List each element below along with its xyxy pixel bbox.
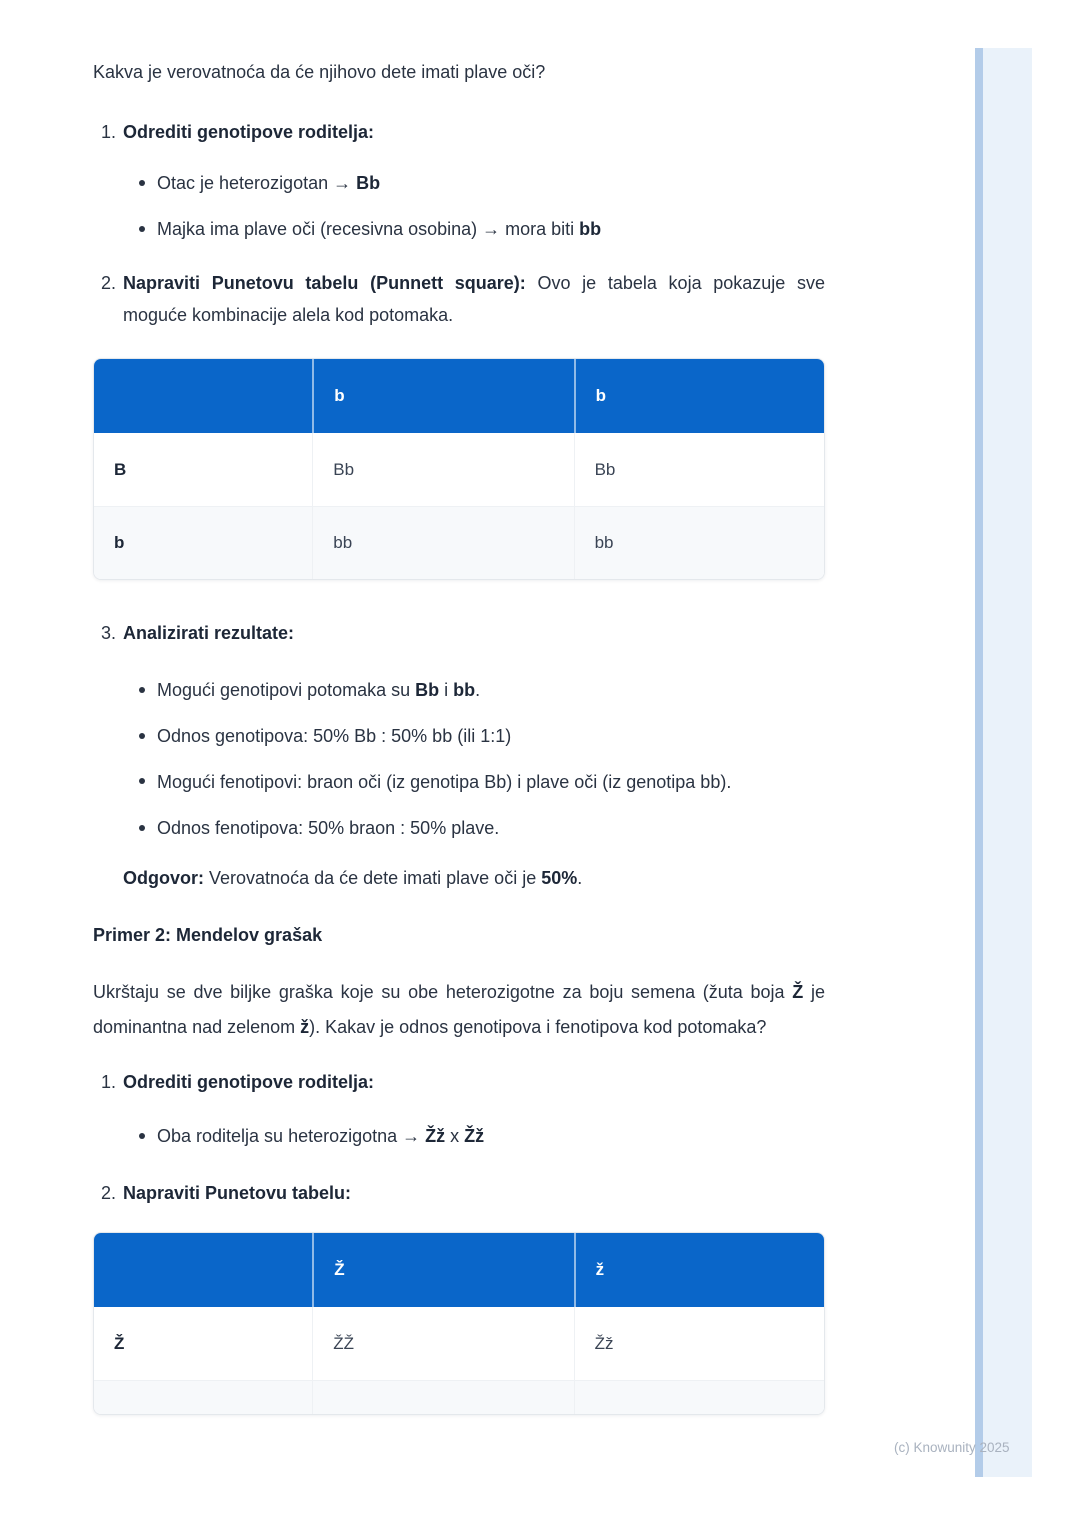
- step-title: Odrediti genotipove roditelja:: [123, 1072, 375, 1092]
- genotype-bold: Bb: [415, 680, 440, 700]
- bullet-icon: [139, 778, 145, 784]
- table-header-row: [94, 359, 824, 433]
- table-header-row: [94, 1233, 824, 1307]
- step2-heading: [93, 267, 825, 331]
- step-number: 2.: [101, 1183, 117, 1203]
- answer-value-bold: 50%: [541, 868, 578, 888]
- step-title: Napraviti Punetovu tabelu:: [123, 1183, 352, 1203]
- punnett1-row-label: b: [94, 506, 312, 579]
- bullet-icon: [139, 180, 145, 186]
- example2-step2-heading: [93, 1178, 825, 1208]
- text-segment: ). Kakav je odnos genotipova i fenotipova kod potomaka?: [309, 1017, 767, 1037]
- example2-step1-heading: [93, 1067, 825, 1097]
- bullet-item-genotype-ratio: [93, 721, 825, 751]
- genotype-bold: Žž: [425, 1126, 446, 1146]
- genotype-bold: bb: [453, 680, 476, 700]
- text-segment: Majka ima plave oči (recesivna osobina) → mora biti: [157, 219, 580, 239]
- punnett1-header-allele: b: [312, 359, 573, 433]
- answer-label: Odgovor:: [123, 868, 204, 888]
- step-title: Odrediti genotipove roditelja:: [123, 122, 375, 142]
- text-segment: Oba roditelja su heterozigotna →: [157, 1126, 426, 1146]
- text-segment: Odnos genotipova: 50% Bb : 50% bb (ili 1:1): [157, 726, 512, 746]
- table-row-truncated: [94, 1380, 824, 1414]
- copyright-notice: (c) Knowunity 2025: [894, 1440, 1010, 1455]
- allele-bold: ž: [300, 1017, 310, 1037]
- text-segment: Mogući fenotipovi: braon oči (iz genotipa Bb) i plave oči (iz genotipa bb).: [157, 772, 732, 792]
- punnett2-cell-empty: [574, 1380, 824, 1414]
- text-segment: Ukrštaju se dve biljke graška koje su obe heterozigotne za boju semena (žuta boja: [93, 982, 793, 1002]
- intro-question: Kakva je verovatnoća da će njihovo dete imati plave oči?: [93, 62, 546, 82]
- punnett2-header-empty: [94, 1233, 312, 1307]
- step-number: 1.: [101, 1072, 117, 1092]
- punnett2-cell: ŽŽ: [312, 1307, 573, 1380]
- step-number: 3.: [101, 623, 117, 643]
- punnett1-cell: Bb: [574, 433, 824, 506]
- genotype-bold: Bb: [356, 173, 381, 193]
- text-segment: Verovatnoća da će dete imati plave oči je: [204, 868, 542, 888]
- table-row: [94, 1307, 824, 1380]
- bullet-icon: [139, 1133, 145, 1139]
- example2-heading: Primer 2: Mendelov grašak: [93, 925, 323, 945]
- scrollbar-track[interactable]: [983, 48, 1032, 1477]
- bullet-item-phenotype-ratio: [93, 813, 825, 843]
- step-title: Napraviti Punetovu tabelu (Punnett square):: [123, 273, 526, 293]
- text-segment: Ovo je tabela koja pokazuje sve moguće kombinacije alela kod potomaka.: [123, 273, 825, 325]
- step-number: 1.: [101, 122, 117, 142]
- punnett1-cell: Bb: [312, 433, 573, 506]
- punnett-table-1: [93, 358, 825, 580]
- punnett2-cell: Žž: [574, 1307, 824, 1380]
- step1-heading: [93, 117, 825, 147]
- bullet-icon: [139, 733, 145, 739]
- bullet-icon: [139, 226, 145, 232]
- example2-paragraph: [93, 975, 825, 1045]
- text-segment: Otac je heterozigotan →: [157, 173, 357, 193]
- genotype-bold: Žž: [464, 1126, 485, 1146]
- genotype-bold: bb: [579, 219, 602, 239]
- table-row: [94, 506, 824, 579]
- text-segment: i: [439, 680, 454, 700]
- punnett2-header-allele: ž: [574, 1233, 824, 1307]
- bullet-item-parents: [93, 1121, 825, 1151]
- text-segment: .: [577, 868, 583, 888]
- text-segment: Odnos fenotipova: 50% braon : 50% plave.: [157, 818, 500, 838]
- punnett-table-2: [93, 1232, 825, 1415]
- scrollbar-thumb[interactable]: [975, 48, 983, 1477]
- punnett1-header-allele: b: [574, 359, 824, 433]
- punnett2-cell-empty: [94, 1380, 312, 1414]
- allele-bold: Ž: [792, 982, 804, 1002]
- step3-heading: [93, 618, 825, 648]
- punnett1-header-empty: [94, 359, 312, 433]
- bullet-icon: [139, 687, 145, 693]
- bullet-item-phenotypes: [93, 766, 825, 798]
- bullet-icon: [139, 825, 145, 831]
- bullet-item-genotypes: [93, 675, 825, 705]
- text-segment: .: [475, 680, 481, 700]
- punnett1-row-label: B: [94, 433, 312, 506]
- bullet-item-father: [93, 168, 825, 198]
- table-row: [94, 433, 824, 506]
- punnett2-header-allele: Ž: [312, 1233, 573, 1307]
- punnett1-cell: bb: [312, 506, 573, 579]
- step-number: 2.: [101, 273, 117, 293]
- answer-line: [93, 863, 825, 893]
- step-title: Analizirati rezultate:: [123, 623, 295, 643]
- punnett1-cell: bb: [574, 506, 824, 579]
- text-segment: Mogući genotipovi potomaka su: [157, 680, 416, 700]
- punnett2-row-label: Ž: [94, 1307, 312, 1380]
- document-content-column: [93, 0, 825, 1415]
- bullet-item-mother: [93, 214, 825, 244]
- punnett2-cell-empty: [312, 1380, 573, 1414]
- text-segment: x: [445, 1126, 465, 1146]
- text-segment: je dominantna nad zelenom: [93, 982, 825, 1037]
